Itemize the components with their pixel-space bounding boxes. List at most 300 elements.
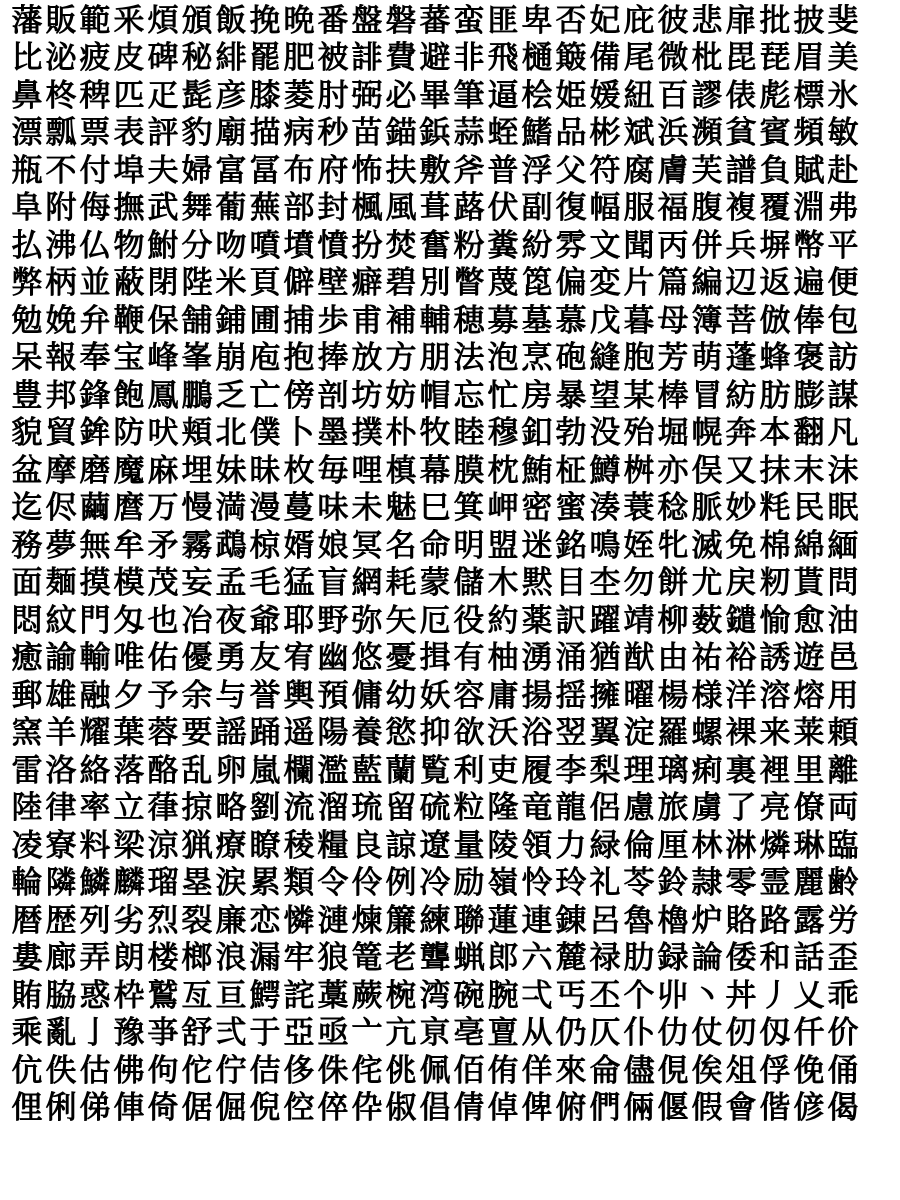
glyph-row [10,41,890,75]
glyph-cell: 頻 [793,116,825,150]
glyph-cell: 野 [317,603,349,638]
glyph-cell: 肘 [317,78,349,113]
glyph-cell: 頁 [249,266,281,300]
glyph-cell: 倬 [487,1091,519,1125]
glyph-cell: 輪 [11,866,43,900]
glyph-cell: 亠 [351,1016,383,1050]
glyph-cell: 掠 [181,791,213,825]
glyph-cell: 紐 [623,78,655,113]
glyph-cell: 平 [827,228,859,263]
glyph-cell: 傍 [283,378,315,413]
glyph-cell: 奮 [419,228,451,263]
glyph-cell: 物 [113,228,145,263]
glyph-cell: 諭 [45,641,77,675]
glyph-cell: 譜 [725,153,757,188]
glyph-cell: 傭 [351,678,383,713]
glyph-cell: 羅 [657,716,689,750]
glyph-cell: 欄 [283,753,315,788]
glyph-cell: 霧 [181,528,213,563]
glyph-cell: 伜 [351,1091,383,1125]
glyph-cell: 枚 [283,453,315,488]
glyph-cell: 門 [79,603,111,638]
glyph-cell: 倔 [215,1091,247,1125]
glyph-cell: 倣 [759,303,791,338]
glyph-cell: 病 [283,116,315,150]
glyph-cell: 分 [181,228,213,263]
glyph-cell: 慕 [555,303,587,338]
glyph-cell: 販 [45,3,77,38]
glyph-cell: 俐 [45,1091,77,1125]
glyph-cell: 粉 [453,228,485,263]
glyph-cell: 密 [521,491,553,525]
glyph-cell: 苗 [351,116,383,150]
glyph-cell: 撲 [351,416,383,450]
glyph-cell: 楓 [351,191,383,225]
glyph-cell: 悶 [11,603,43,638]
glyph-cell: 妨 [385,378,417,413]
glyph-cell: 輔 [419,303,451,338]
glyph-cell: 布 [283,153,315,188]
glyph-cell: 頬 [181,416,213,450]
glyph-cell: 範 [79,3,111,38]
glyph-cell: 豊 [11,378,43,413]
glyph-cell: 扉 [725,3,757,38]
glyph-cell: 椀 [385,978,417,1013]
glyph-cell: 鰭 [521,116,553,150]
glyph-cell: 礼 [589,866,621,900]
glyph-cell: 舗 [181,303,213,338]
glyph-cell: 蛭 [487,116,519,150]
glyph-cell: 挽 [249,3,281,38]
glyph-cell: 用 [827,678,859,713]
glyph-cell: 緑 [589,828,621,863]
glyph-cell: 魅 [385,491,417,525]
glyph-cell: 亂 [45,1016,77,1050]
glyph-row [10,604,890,638]
glyph-cell: 蓮 [487,903,519,938]
glyph-cell: 偐 [793,1091,825,1125]
glyph-cell: 歴 [45,903,77,938]
glyph-cell: 賓 [759,116,791,150]
glyph-cell: 螺 [691,716,723,750]
glyph-cell: 老 [385,941,417,975]
glyph-cell: 婦 [181,153,213,188]
glyph-cell: 怜 [521,866,553,900]
glyph-cell: 倅 [317,1091,349,1125]
glyph-cell: 穂 [453,303,485,338]
glyph-cell: 料 [79,828,111,863]
glyph-cell: 鮪 [521,453,553,488]
glyph-cell: 倩 [453,1091,485,1125]
glyph-cell: 費 [385,41,417,75]
glyph-cell: 肪 [759,378,791,413]
glyph-cell: 髭 [181,78,213,113]
glyph-cell: 路 [759,903,791,938]
glyph-cell: 朴 [385,416,417,450]
glyph-cell: 冥 [351,528,383,563]
glyph-cell: 弌 [521,978,553,1013]
glyph-cell: 補 [385,303,417,338]
glyph-cell: 評 [147,116,179,150]
glyph-cell: 役 [453,603,485,638]
glyph-cell: 蒙 [419,566,451,600]
glyph-cell: 琵 [759,41,791,75]
glyph-cell: 匹 [113,78,145,113]
glyph-cell: 憂 [385,641,417,675]
glyph-cell: 阜 [11,191,43,225]
glyph-cell: 励 [453,866,485,900]
glyph-cell: 俣 [691,453,723,488]
glyph-cell: 昧 [249,453,281,488]
glyph-cell: 呂 [589,903,621,938]
glyph-cell: 劉 [249,791,281,825]
glyph-cell: 偈 [827,1091,859,1125]
glyph-cell: 侭 [45,491,77,525]
glyph-cell: 漣 [317,903,349,938]
glyph-cell: 藍 [351,753,383,788]
glyph-cell: 竜 [521,791,553,825]
glyph-cell: 佇 [215,1053,247,1088]
glyph-row [10,754,890,788]
glyph-cell: 愉 [759,603,791,638]
glyph-cell: 吻 [215,228,247,263]
glyph-cell: 蕗 [453,191,485,225]
glyph-cell: 擁 [589,678,621,713]
glyph-cell: 暮 [623,303,655,338]
glyph-cell: 勉 [11,303,43,338]
glyph-cell: 祐 [691,641,723,675]
glyph-cell: 漫 [249,491,281,525]
glyph-cell: 遍 [793,266,825,300]
glyph-cell: 忘 [453,378,485,413]
glyph-cell: 練 [419,903,451,938]
glyph-cell: 柊 [45,78,77,113]
glyph-cell: 碧 [385,266,417,300]
glyph-cell: 友 [249,641,281,675]
glyph-cell: 豫 [113,1016,145,1050]
glyph-cell: 臨 [827,828,859,863]
glyph-cell: 奔 [725,416,757,450]
glyph-cell: 狼 [317,941,349,975]
glyph-cell: 郵 [11,678,43,713]
glyph-cell: 丙 [657,228,689,263]
glyph-cell: 柾 [555,453,587,488]
glyph-cell: 篇 [657,266,689,300]
glyph-row [10,791,890,825]
glyph-cell: 瞥 [453,266,485,300]
glyph-cell: 踊 [249,716,281,750]
glyph-cell: 伉 [11,1053,43,1088]
glyph-cell: 偃 [657,1091,689,1125]
glyph-cell: 養 [351,716,383,750]
glyph-cell: 否 [555,3,587,38]
glyph-cell: 繭 [79,491,111,525]
glyph-cell: 翼 [589,716,621,750]
glyph-cell: 炉 [691,903,723,938]
glyph-cell: 滅 [691,528,723,563]
glyph-cell: 蘭 [385,753,417,788]
glyph-cell: 歪 [827,941,859,975]
glyph-cell: 羊 [45,716,77,750]
glyph-cell: 僻 [283,266,315,300]
glyph-cell: 浴 [521,716,553,750]
glyph-cell: 稜 [283,828,315,863]
glyph-row [10,491,890,525]
glyph-cell: 膝 [249,78,281,113]
glyph-cell: 盟 [487,528,519,563]
glyph-cell: 巳 [419,491,451,525]
glyph-cell: 葎 [147,791,179,825]
glyph-cell: 于 [249,1016,281,1050]
glyph-cell: 薮 [691,603,723,638]
glyph-cell: 満 [215,491,247,525]
glyph-cell: 琉 [351,791,383,825]
glyph-cell: 恋 [249,903,281,938]
glyph-cell: 庸 [487,678,519,713]
glyph-cell: 忙 [487,378,519,413]
glyph-cell: 未 [351,491,383,525]
glyph-cell: 萌 [691,341,723,375]
glyph-cell: 疋 [147,78,179,113]
glyph-cell: 並 [79,266,111,300]
glyph-cell: 哩 [351,453,383,488]
glyph-cell: 鱒 [589,453,621,488]
glyph-cell: 墳 [283,228,315,263]
glyph-row [10,829,890,863]
glyph-row [10,191,890,225]
glyph-cell: 預 [317,678,349,713]
glyph-cell: 了 [725,791,757,825]
glyph-cell: 厄 [419,603,451,638]
glyph-cell: 畢 [419,78,451,113]
glyph-cell: 陽 [317,716,349,750]
glyph-cell: 非 [453,41,485,75]
glyph-cell: 冒 [691,378,723,413]
glyph-cell: 問 [827,566,859,600]
glyph-cell: 夕 [113,678,145,713]
glyph-cell: 漏 [249,941,281,975]
glyph-cell: 李 [555,753,587,788]
glyph-cell: 揺 [555,678,587,713]
glyph-cell: 仍 [555,1016,587,1050]
glyph-cell: 漂 [11,116,43,150]
glyph-cell: 冨 [249,153,281,188]
glyph-cell: 帽 [419,378,451,413]
glyph-cell: 仗 [691,1016,723,1050]
glyph-cell: 和 [759,941,791,975]
glyph-cell: 婁 [11,941,43,975]
glyph-row [10,979,890,1013]
glyph-cell: 防 [113,416,145,450]
glyph-cell: 峰 [147,341,179,375]
glyph-cell: 硫 [419,791,451,825]
glyph-cell: 柳 [657,603,689,638]
glyph-cell: 柚 [487,641,519,675]
glyph-row [10,716,890,750]
glyph-cell: 俤 [79,1091,111,1125]
glyph-row [10,1016,890,1050]
glyph-cell: 品 [555,116,587,150]
glyph-cell: 亅 [79,1016,111,1050]
glyph-cell: 法 [453,341,485,375]
glyph-cell: 舒 [181,1016,213,1050]
glyph-cell: 冷 [419,866,451,900]
glyph-cell: 墓 [521,303,553,338]
glyph-cell: 崩 [215,341,247,375]
glyph-cell: 悲 [691,3,723,38]
glyph-cell: 免 [725,528,757,563]
glyph-cell: 仟 [793,1016,825,1050]
glyph-cell: 怖 [351,153,383,188]
glyph-cell: 聾 [419,941,451,975]
glyph-cell: 亮 [759,791,791,825]
glyph-cell: 風 [385,191,417,225]
glyph-cell: 鮒 [147,228,179,263]
glyph-cell: 妹 [215,453,247,488]
glyph-cell: 募 [487,303,519,338]
glyph-cell: 戊 [589,303,621,338]
glyph-cell: 脇 [45,978,77,1013]
glyph-cell: 鞭 [113,303,145,338]
glyph-cell: 埋 [181,453,213,488]
glyph-cell: 貌 [11,416,43,450]
glyph-cell: 隣 [45,866,77,900]
glyph-cell: 癖 [351,266,383,300]
glyph-cell: 翌 [555,716,587,750]
glyph-cell: 箆 [521,266,553,300]
glyph-cell: 乂 [793,978,825,1013]
glyph-cell: 遼 [419,828,451,863]
glyph-cell: 棉 [759,528,791,563]
glyph-cell: 鈴 [657,866,689,900]
glyph-cell: 燐 [759,828,791,863]
glyph-cell: 訪 [827,341,859,375]
glyph-cell: 比 [11,41,43,75]
glyph-cell: 銘 [555,528,587,563]
glyph-cell: 部 [283,191,315,225]
glyph-cell: 亞 [283,1016,315,1050]
glyph-cell: 目 [555,566,587,600]
glyph-cell: 倫 [623,828,655,863]
glyph-row [10,154,890,188]
glyph-cell: 諒 [385,828,417,863]
glyph-cell: 琳 [793,828,825,863]
glyph-cell: 鷲 [147,978,179,1013]
glyph-cell: 匪 [487,3,519,38]
glyph-cell: 蝋 [453,941,485,975]
glyph-cell: 猶 [589,641,621,675]
glyph-cell: 雰 [555,228,587,263]
glyph-cell: 幕 [419,453,451,488]
glyph-cell: 利 [453,753,485,788]
glyph-cell: 払 [11,228,43,263]
glyph-cell: 鱗 [79,866,111,900]
glyph-row [10,904,890,938]
glyph-cell: 斐 [827,3,859,38]
glyph-cell: 様 [691,678,723,713]
glyph-cell: 謬 [691,78,723,113]
glyph-cell: 夫 [147,153,179,188]
glyph-cell: 廟 [215,116,247,150]
glyph-cell: 仭 [759,1016,791,1050]
glyph-cell: 領 [521,828,553,863]
glyph-cell: 俑 [827,1053,859,1088]
glyph-cell: 簾 [385,903,417,938]
glyph-cell: 疲 [79,41,111,75]
glyph-cell: 妃 [589,3,621,38]
glyph-cell: 披 [793,3,825,38]
glyph-cell: 淀 [623,716,655,750]
glyph-cell: 誘 [759,641,791,675]
glyph-cell: 描 [249,116,281,150]
glyph-cell: 幅 [589,191,621,225]
glyph-cell: 姪 [623,528,655,563]
glyph-cell: 類 [283,866,315,900]
glyph-cell: 蔓 [283,491,315,525]
glyph-cell: 晩 [283,3,315,38]
glyph-cell: 妄 [181,566,213,600]
glyph-cell: 必 [385,78,417,113]
glyph-cell: 慾 [385,716,417,750]
glyph-cell: 藩 [11,3,43,38]
glyph-cell: 鰐 [249,978,281,1013]
glyph-cell: 麟 [113,866,145,900]
glyph-cell: 耗 [385,566,417,600]
glyph-cell: 牧 [419,416,451,450]
glyph-cell: 捧 [317,341,349,375]
glyph-cell: 沸 [45,228,77,263]
glyph-cell: 百 [657,78,689,113]
glyph-row [10,679,890,713]
glyph-cell: 麻 [147,453,179,488]
glyph-cell: 俎 [725,1053,757,1088]
glyph-row [10,304,890,338]
glyph-cell: 与 [215,678,247,713]
glyph-cell: 閉 [147,266,179,300]
glyph-cell: 葺 [419,191,451,225]
glyph-row [10,866,890,900]
glyph-cell: 母 [657,303,689,338]
glyph-cell: 厘 [657,828,689,863]
glyph-cell: 仆 [623,1016,655,1050]
glyph-cell: 槙 [385,453,417,488]
glyph-cell: 微 [657,41,689,75]
glyph-row [10,266,890,300]
glyph-cell: 貧 [725,116,757,150]
glyph-cell: 陵 [487,828,519,863]
glyph-cell: 弍 [215,1016,247,1050]
glyph-cell: 蔽 [113,266,145,300]
glyph-cell: 僚 [793,791,825,825]
glyph-cell: 佗 [181,1053,213,1088]
glyph-cell: 朋 [419,341,451,375]
glyph-cell: 佩 [419,1053,451,1088]
glyph-cell: 雄 [45,678,77,713]
glyph-cell: 乏 [215,378,247,413]
glyph-cell: 佚 [45,1053,77,1088]
glyph-cell: 里 [793,753,825,788]
glyph-cell: 留 [385,791,417,825]
glyph-cell: 樋 [521,41,553,75]
glyph-row [10,529,890,563]
glyph-cell: 篭 [351,941,383,975]
glyph-cell: 腕 [487,978,519,1013]
glyph-cell: 膨 [793,378,825,413]
glyph-cell: 覧 [419,753,451,788]
glyph-cell: 毎 [317,453,349,488]
glyph-cell: 斧 [453,153,485,188]
glyph-cell: 鳳 [147,378,179,413]
